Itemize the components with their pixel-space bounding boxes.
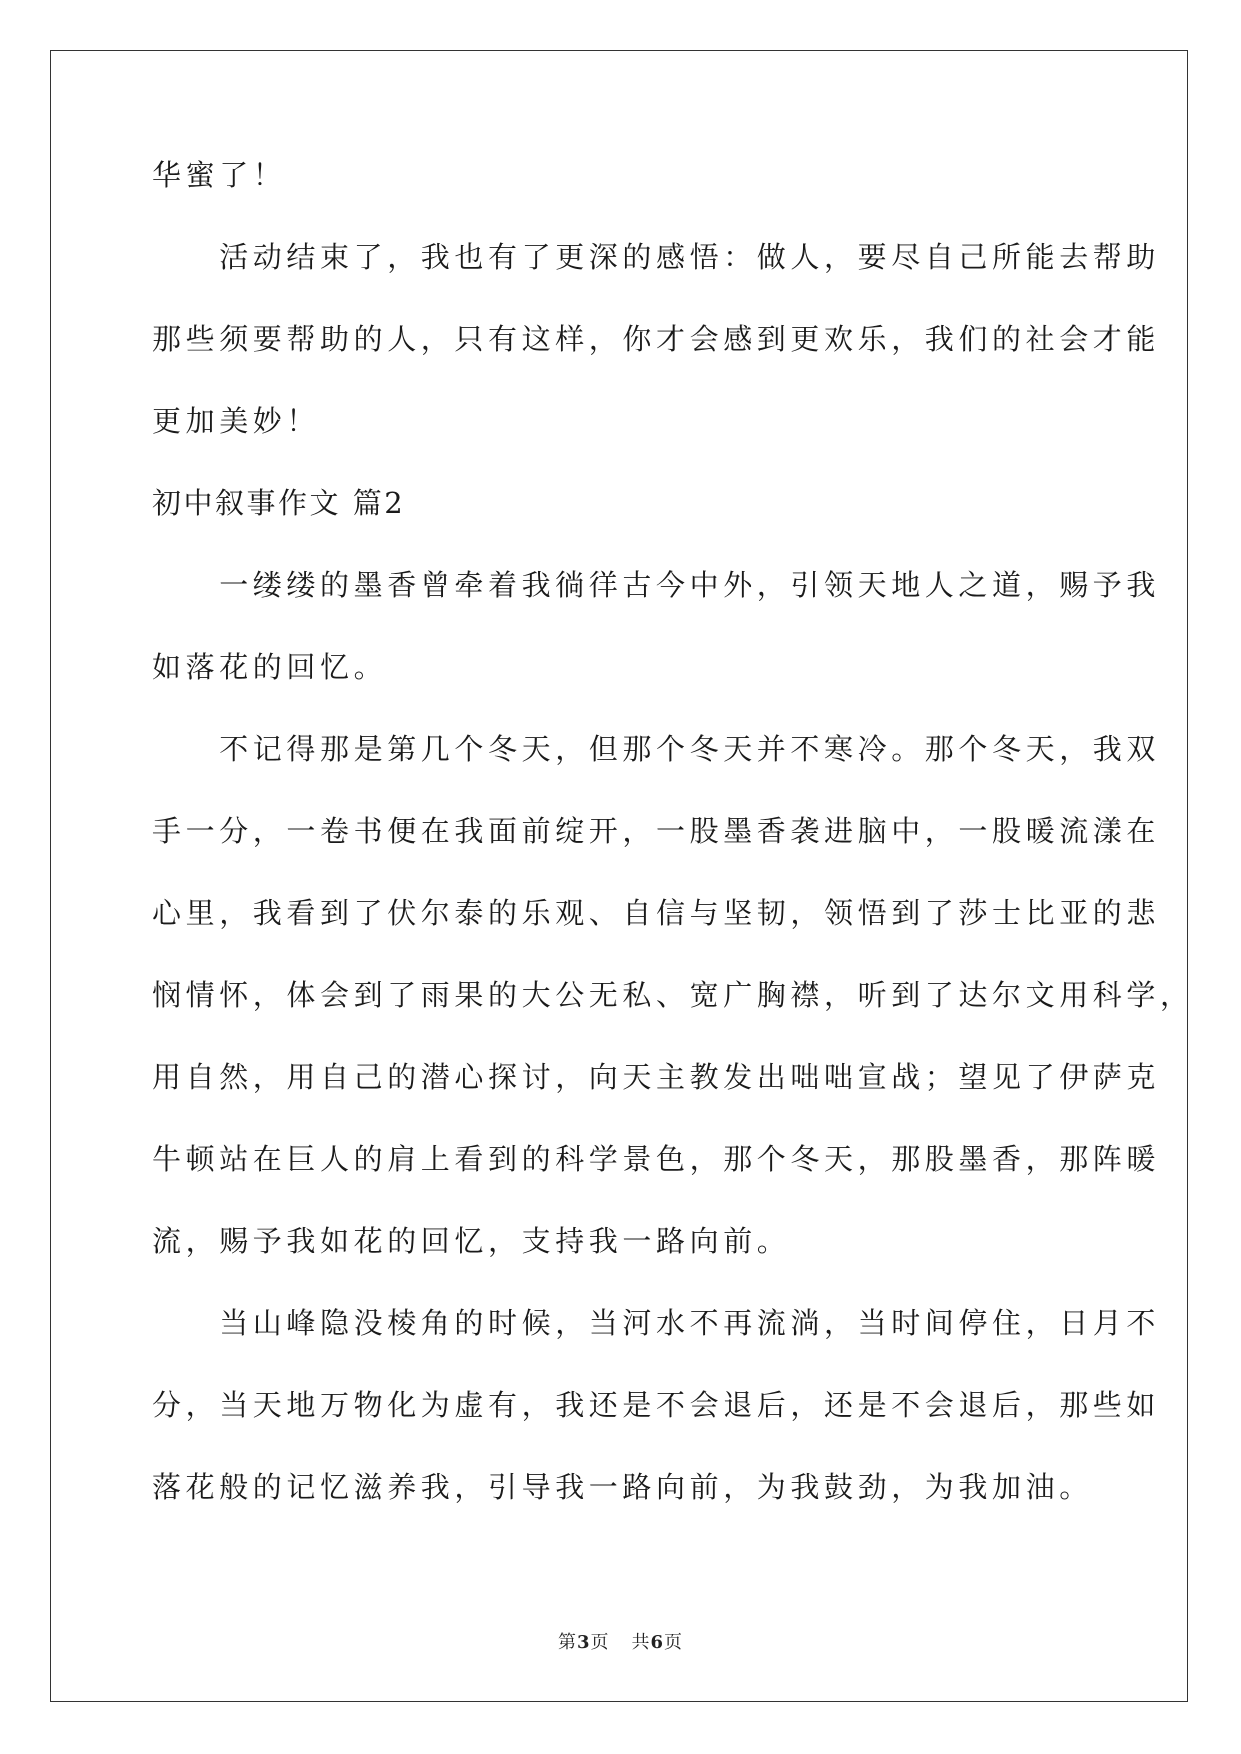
paragraph-line: 当山峰隐没棱角的时候，当河水不再流淌，当时间停住，日月不	[152, 1306, 1161, 1340]
text-line: 牛顿站在巨人的肩上看到的科学景色，那个冬天，那股墨香，那阵暖	[152, 1142, 1161, 1176]
page-prefix: 第	[557, 1632, 577, 1653]
total-page-number: 6	[650, 1632, 665, 1653]
total-prefix: 共	[631, 1632, 651, 1653]
section-heading: 初中叙事作文 篇2	[152, 486, 406, 520]
text-line: 如落花的回忆。	[152, 650, 388, 684]
total-suffix: 页	[664, 1632, 684, 1653]
paragraph-line: 一缕缕的墨香曾牵着我徜徉古今中外，引领天地人之道，赐予我	[152, 568, 1161, 602]
text-line: 落花般的记忆滋养我，引导我一路向前，为我鼓劲，为我加油。	[152, 1470, 1093, 1504]
text-line: 用自然，用自己的潜心探讨，向天主教发出咄咄宣战；望见了伊萨克	[152, 1060, 1161, 1094]
text-line: 华蜜了！	[152, 158, 287, 192]
text-line: 那些须要帮助的人，只有这样，你才会感到更欢乐，我们的社会才能	[152, 322, 1161, 356]
paragraph-line: 不记得那是第几个冬天，但那个冬天并不寒冷。那个冬天，我双	[152, 732, 1161, 766]
text-line: 流，赐予我如花的回忆，支持我一路向前。	[152, 1224, 791, 1258]
document-body	[152, 158, 1194, 1554]
text-line: 手一分，一卷书便在我面前绽开，一股墨香袭进脑中，一股暖流漾在	[152, 814, 1161, 848]
current-page-number: 3	[576, 1632, 591, 1653]
text-line: 心里，我看到了伏尔泰的乐观、自信与坚韧，领悟到了莎士比亚的悲	[152, 896, 1161, 930]
text-line: 更加美妙！	[152, 404, 321, 438]
text-line: 悯情怀，体会到了雨果的大公无私、宽广胸襟，听到了达尔文用科学，	[152, 978, 1194, 1012]
text-line: 分，当天地万物化为虚有，我还是不会退后，还是不会退后，那些如	[152, 1388, 1161, 1422]
paragraph-line: 活动结束了，我也有了更深的感悟：做人，要尽自己所能去帮助	[152, 240, 1161, 274]
page-suffix: 页	[590, 1632, 610, 1653]
page-footer	[0, 1628, 1241, 1654]
